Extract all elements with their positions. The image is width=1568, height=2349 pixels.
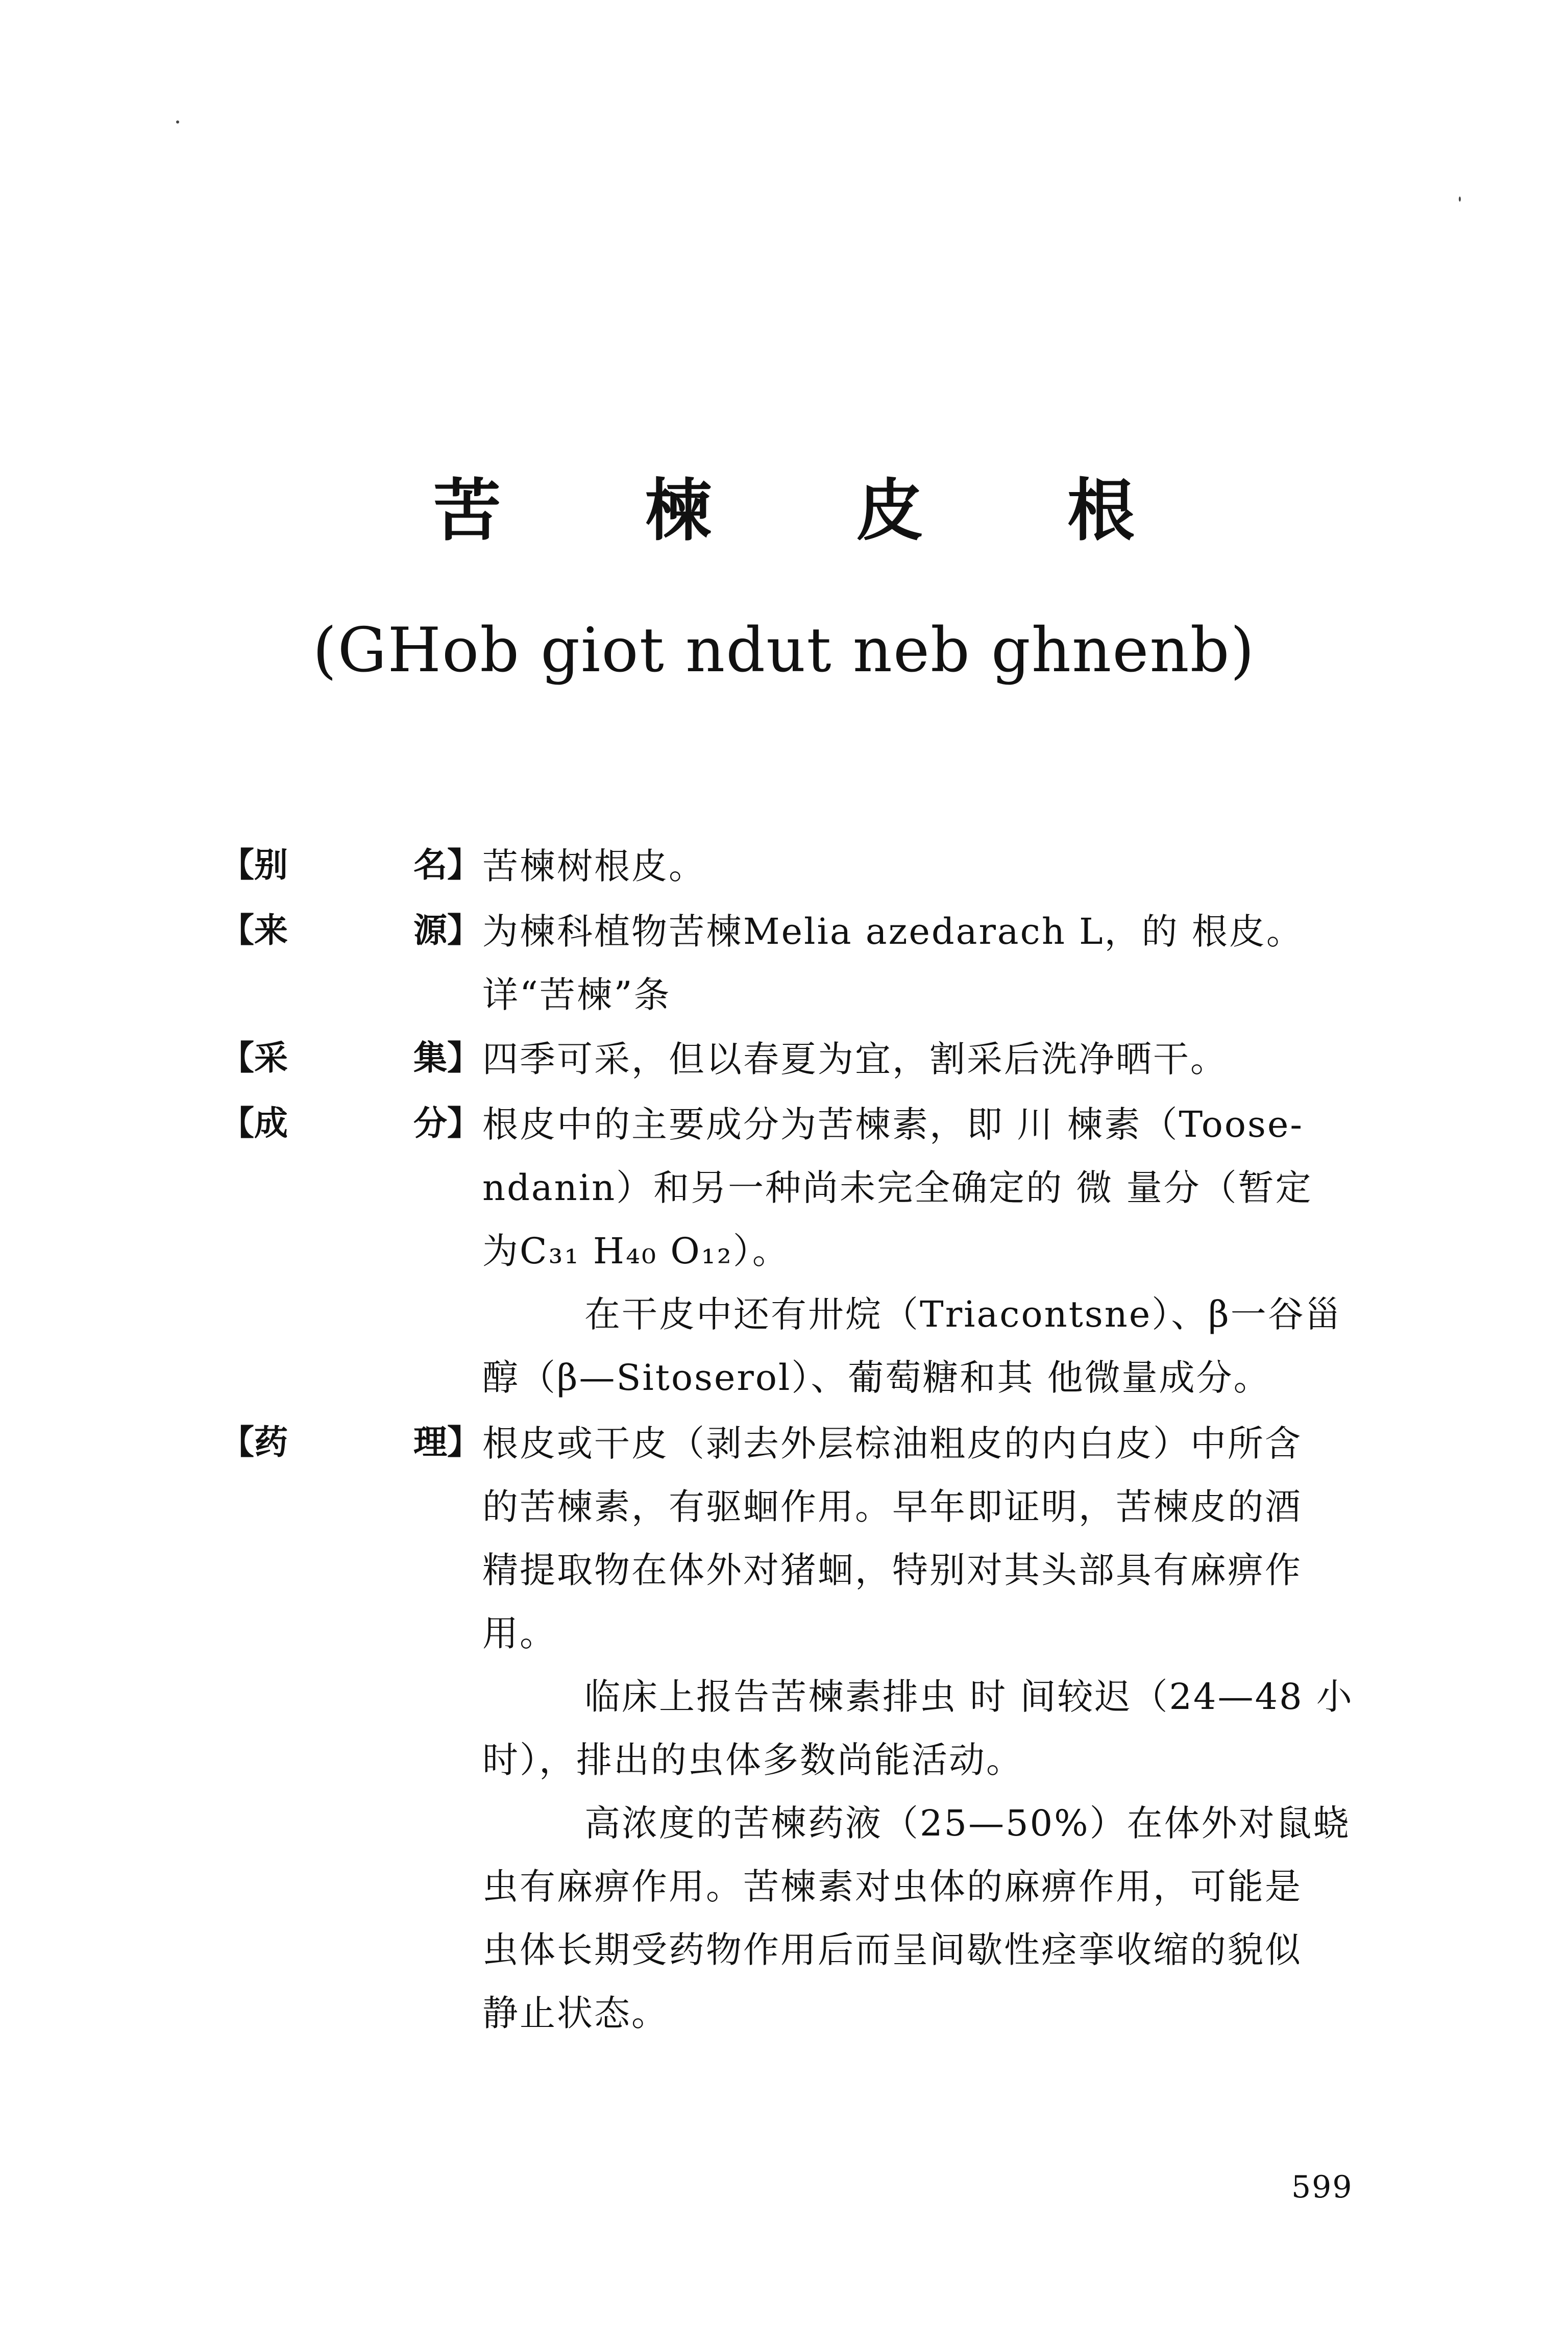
page-subtitle: (GHob giot ndut neb ghnenb) <box>312 615 1256 686</box>
entry-label-close: 集】 <box>413 1038 481 1078</box>
page-number: 599 <box>1291 2169 1353 2205</box>
text-line: 静止状态。 <box>482 1992 669 2034</box>
entry-label-composition <box>220 1104 481 1143</box>
entry-label-pharmacology <box>220 1423 481 1462</box>
entry-label-alias <box>220 845 481 885</box>
text-line: 虫有麻痹作用。苦楝素对虫体的麻痹作用，可能是 <box>482 1866 1302 1907</box>
text-line: 时），排出的虫体多数尚能活动。 <box>482 1739 1023 1781</box>
text-line: 根皮或干皮（剥去外层棕油粗皮的内白皮）中所含 <box>482 1423 1302 1464</box>
text-line: 在干皮中还有卅烷（Triacontsne）、β一谷甾 <box>584 1293 1342 1335</box>
text-line: 为楝科植物苦楝Melia azedarach L，的 根皮。 <box>482 911 1304 952</box>
text-line: 根皮中的主要成分为苦楝素，即 川 楝素（Toose- <box>482 1104 1304 1145</box>
entry-body-source <box>482 900 1452 1026</box>
text-line: 精提取物在体外对猪蛔，特别对其头部具有麻痹作 <box>482 1549 1302 1591</box>
entry-body-composition <box>482 1093 1452 1409</box>
text-line: 虫体长期受药物作用后而呈间歇性痉挛收缩的貌似 <box>482 1929 1302 1971</box>
entry-body-pharmacology <box>482 1412 1452 2045</box>
entry-label-open: 【来 <box>220 911 288 950</box>
text-line: 高浓度的苦楝药液（25—50%）在体外对鼠蛲 <box>584 1802 1351 1844</box>
entry-label-collection <box>220 1038 481 1078</box>
entry-label-close: 理】 <box>413 1423 481 1462</box>
scan-speck <box>176 120 179 124</box>
text-line: 的苦楝素，有驱蛔作用。早年即证明，苦楝皮的酒 <box>482 1486 1302 1528</box>
page-title: 苦 楝 皮 根 <box>433 472 1195 550</box>
text-line: 四季可采，但以春夏为宜，割采后洗净晒干。 <box>482 1038 1228 1080</box>
entry-label-source <box>220 911 481 950</box>
entry-label-close: 源】 <box>413 911 481 950</box>
entry-label-close: 名】 <box>413 845 481 885</box>
text-line: 醇（β—Sitoserol）、葡萄糖和其 他微量成分。 <box>482 1357 1271 1399</box>
text-line: ndanin）和另一种尚未完全确定的 微 量分（暂定 <box>482 1167 1313 1209</box>
entry-label-close: 分】 <box>413 1104 481 1143</box>
text-line: 苦楝树根皮。 <box>482 845 706 887</box>
text-line: 详“苦楝”条 <box>482 974 671 1016</box>
entry-label-open: 【成 <box>220 1104 288 1143</box>
entry-label-open: 【别 <box>220 845 288 885</box>
scan-speck <box>1459 197 1461 202</box>
entry-label-open: 【药 <box>220 1423 288 1462</box>
entry-label-open: 【采 <box>220 1038 288 1078</box>
entry-body-collection <box>482 1027 1452 1091</box>
text-line: 用。 <box>482 1612 557 1654</box>
text-line: 为C₃₁ H₄₀ O₁₂）。 <box>482 1230 790 1272</box>
text-line: 临床上报告苦楝素排虫 时 间较迟（24—48 小 <box>584 1676 1354 1718</box>
entry-body-alias <box>482 835 1452 898</box>
